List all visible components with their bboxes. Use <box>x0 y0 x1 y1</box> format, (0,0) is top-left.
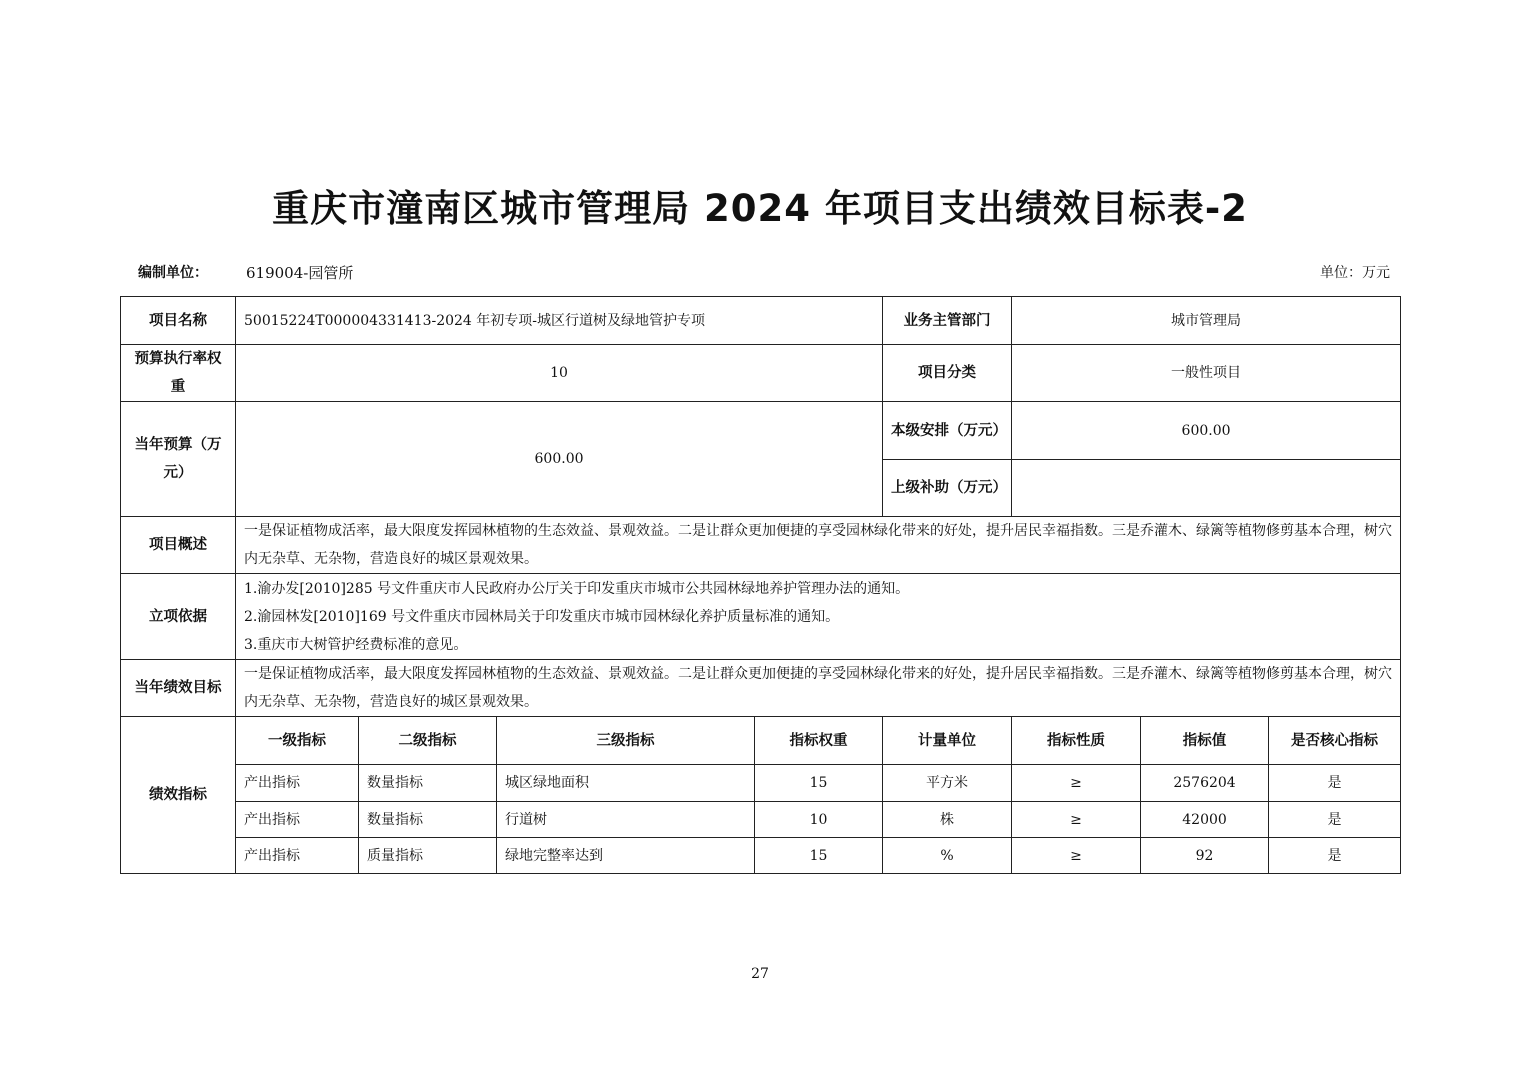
indicator-cell: 行道树 <box>497 802 755 838</box>
basis-row <box>121 574 1401 660</box>
indicator-cell: 城区绿地面积 <box>497 765 755 802</box>
indicator-cell: 产出指标 <box>236 765 359 802</box>
category-label: 项目分类 <box>883 345 1012 402</box>
indicator-cell: 数量指标 <box>359 802 497 838</box>
basis-line: 2.渝园林发[2010]169 号文件重庆市园林局关于印发重庆市城市园林绿化养护质量标准的通知。 <box>244 608 840 625</box>
exec-rate-label <box>121 345 236 402</box>
indicator-header: 是否核心指标 <box>1269 717 1401 765</box>
indicator-cell: ≥ <box>1012 838 1141 874</box>
local-value: 600.00 <box>1012 402 1401 460</box>
budget-value: 600.00 <box>236 402 883 517</box>
project-name-value: 50015224T000004331413-2024 年初专项-城区行道树及绿地管护专项 <box>236 297 883 345</box>
category-value: 一般性项目 <box>1012 345 1401 402</box>
exec-rate-label-text: 预算执行率权重 <box>134 351 222 395</box>
indicator-cell: ≥ <box>1012 802 1141 838</box>
indicators-label: 绩效指标 <box>121 717 236 874</box>
basis-line: 3.重庆市大树管护经费标准的意见。 <box>244 636 468 653</box>
indicator-header: 计量单位 <box>883 717 1012 765</box>
indicator-cell: 是 <box>1269 838 1401 874</box>
indicator-cell: 株 <box>883 802 1012 838</box>
dept-label: 业务主管部门 <box>883 297 1012 345</box>
page-number: 27 <box>751 966 769 982</box>
superior-value <box>1012 460 1401 517</box>
indicator-cell: 15 <box>755 765 883 802</box>
indicator-header: 一级指标 <box>236 717 359 765</box>
indicator-cell: 平方米 <box>883 765 1012 802</box>
table-row <box>121 802 1401 838</box>
indicator-header: 指标性质 <box>1012 717 1141 765</box>
indicator-header: 二级指标 <box>359 717 497 765</box>
overview-label: 项目概述 <box>121 517 236 574</box>
goal-label: 当年绩效目标 <box>121 660 236 717</box>
indicator-cell: 是 <box>1269 765 1401 802</box>
indicator-cell: 92 <box>1141 838 1269 874</box>
dept-value: 城市管理局 <box>1012 297 1401 345</box>
indicator-cell: 2576204 <box>1141 765 1269 802</box>
budget-label: 当年预算（万元） <box>121 402 236 517</box>
indicator-cell: % <box>883 838 1012 874</box>
indicator-header: 指标值 <box>1141 717 1269 765</box>
currency-unit: 单位：万元 <box>1320 265 1390 281</box>
indicator-header-row <box>121 717 1401 765</box>
superior-label: 上级补助（万元） <box>883 460 1012 517</box>
overview-text: 一是保证植物成活率，最大限度发挥园林植物的生态效益、景观效益。二是让群众更加便捷的享受园林绿化带来的好处，提升居民幸福指数。三是乔灌木、绿篱等植物修剪基本合理，树穴内无杂草、无杂物，营造良好的城区景观效果。 <box>236 517 1401 574</box>
table-row <box>121 765 1401 802</box>
indicator-cell: 产出指标 <box>236 802 359 838</box>
indicator-cell: 15 <box>755 838 883 874</box>
compiling-unit-value: 619004-园管所 <box>246 264 354 282</box>
basis-line: 1.渝办发[2010]285 号文件重庆市人民政府办公厅关于印发重庆市城市公共园林绿地养护管理办法的通知。 <box>244 580 910 597</box>
goal-text: 一是保证植物成活率，最大限度发挥园林植物的生态效益、景观效益。二是让群众更加便捷的享受园林绿化带来的好处，提升居民幸福指数。三是乔灌木、绿篱等植物修剪基本合理，树穴内无杂草、无杂物，营造良好的城区景观效果。 <box>236 660 1401 717</box>
indicator-cell: 产出指标 <box>236 838 359 874</box>
indicator-header: 三级指标 <box>497 717 755 765</box>
compiling-unit-label: 编制单位： <box>138 265 208 281</box>
page-title: 重庆市潼南区城市管理局 2024 年项目支出绩效目标表-2 <box>272 187 1248 230</box>
indicator-header: 指标权重 <box>755 717 883 765</box>
basis-text <box>236 574 1401 660</box>
indicator-cell: 42000 <box>1141 802 1269 838</box>
exec-rate-row <box>121 345 1401 402</box>
budget-row-1 <box>121 402 1401 460</box>
goal-row <box>121 660 1401 717</box>
performance-table <box>120 296 1401 874</box>
overview-row <box>121 517 1401 574</box>
indicator-cell: 数量指标 <box>359 765 497 802</box>
project-name-label: 项目名称 <box>121 297 236 345</box>
indicator-cell: 质量指标 <box>359 838 497 874</box>
indicator-cell: 是 <box>1269 802 1401 838</box>
basis-label: 立项依据 <box>121 574 236 660</box>
table-row <box>121 838 1401 874</box>
indicator-cell: 10 <box>755 802 883 838</box>
indicator-cell: ≥ <box>1012 765 1141 802</box>
project-name-row <box>121 297 1401 345</box>
exec-rate-value: 10 <box>236 345 883 402</box>
compiling-unit <box>138 262 354 282</box>
indicator-cell: 绿地完整率达到 <box>497 838 755 874</box>
local-label: 本级安排（万元） <box>883 402 1012 460</box>
